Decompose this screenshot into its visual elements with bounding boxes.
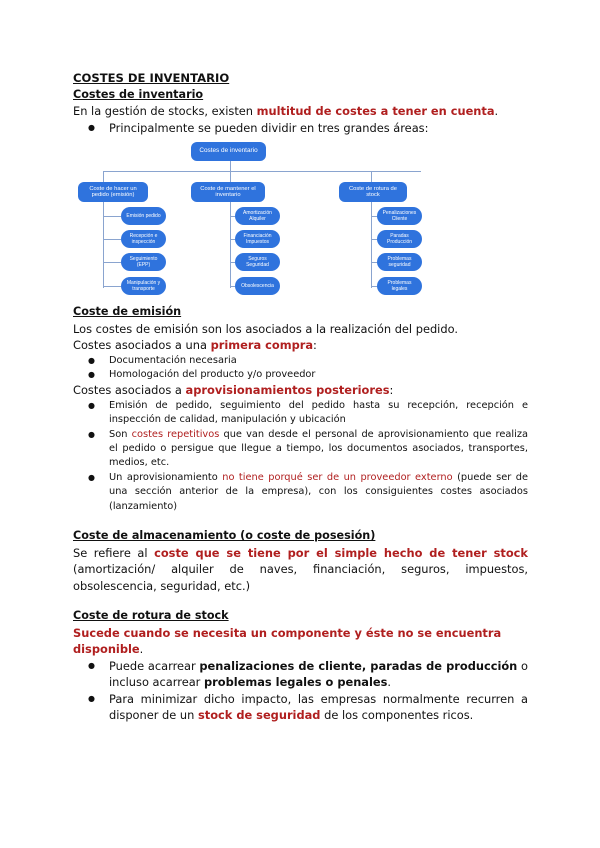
primera-compra-list [73,354,528,383]
connector-line [230,171,231,182]
emision-line2 [73,337,528,354]
connector-line [103,262,121,263]
diagram-leaf: Amortización Alquiler [235,207,280,225]
intro-paragraph [73,103,528,120]
bullet3-text: Un aprovisionamiento [109,471,223,483]
almacenamiento-rest: (amortización/ alquiler de naves, financiación, seguros, impuestos, obsolescencia, seguridad, etc.) [73,562,528,593]
rotura-b1-text: Puede acarrear [109,658,200,673]
bullet2-rest: que van desde el personal de aprovisionamiento que realiza el pedido o persigue que llegue a tiempo, los documentos asociados, transportes, medios, etc. [109,428,528,469]
spacer [73,594,528,608]
connector-line [103,171,421,172]
diagram-leaf: Recepción e inspección [121,230,166,248]
cost-tree-diagram [73,138,528,300]
emision-line1: Los costes de emisión son los asociados a la realización del pedido. [73,321,458,336]
intro-bullet: ● Principalmente se pueden dividir en tres grandes áreas: [109,120,528,137]
list-item [109,691,528,724]
list-item [109,428,528,471]
list-item: ● Homologación del producto y/o proveedor [109,368,528,382]
emision-line2-text: Costes asociados a una [73,338,211,352]
diagram-leaf: Paradas Producción [377,230,422,248]
diagram-branch-mantener: Coste de mantener el inventario [191,182,265,202]
aprovisionamientos-list [73,399,528,514]
connector-line [103,202,104,288]
diagram-leaf: Problemas seguridad [377,253,422,271]
diagram-root-node: Costes de inventario [191,142,266,161]
almacenamiento-paragraph [73,545,528,595]
rotura-red-line [73,625,528,658]
emision-aprovisionamientos: aprovisionamientos posteriores [185,383,390,398]
bullet3-rest: (puede ser de una sección anterior de la empresa), con los consiguientes costes asociados (lanzamiento) [109,471,528,512]
diagram-leaf: Penalizaciones Cliente [377,207,422,225]
diagram-leaf: Seguimiento (EPP) [121,253,166,271]
bullet2-highlight: costes repetitivos [131,428,220,440]
connector-line [103,239,121,240]
rotura-b1-bold1: penalizaciones de cliente, paradas de producción [199,658,518,673]
emision-line3-end: : [389,383,394,398]
rotura-list [73,658,528,724]
connector-line [103,171,104,182]
diagram-leaf: Obsolescencia [235,277,280,295]
intro-list [73,120,528,137]
rotura-b2-rest: de los componentes ricos. [320,708,474,723]
almacenamiento-highlight: coste que se tiene por el simple hecho de tener stock [154,545,528,560]
list-item [109,471,528,514]
emision-line3-text: Costes asociados a [73,383,186,398]
heading-coste-rotura: Coste de rotura de stock [73,609,229,623]
list-item: ● Emisión de pedido, seguimiento del pedido hasta su recepción, recepción e inspección de calidad, manipulación y ubicación [109,399,528,428]
heading-coste-emision: Coste de emisión [73,305,182,318]
rotura-b1-end: . [387,675,392,690]
connector-line [103,286,121,287]
connector-line [103,216,121,217]
intro-text: En la gestión de stocks, existen [73,104,257,118]
list-item [109,658,528,691]
rotura-highlight: Sucede cuando se necesita un componente y éste no se encuentra disponible [73,625,502,657]
emision-primera-compra: primera compra [210,338,314,352]
rotura-b1-mid: o incluso acarrear [109,658,528,690]
emision-line2-end: : [313,338,317,352]
rotura-b1-bold2: problemas legales o penales [204,675,388,690]
emision-line3 [73,382,528,399]
heading-coste-almacenamiento: Coste de almacenamiento (o coste de posesión) [73,529,376,543]
connector-line [371,171,372,182]
diagram-branch-rotura: Coste de rotura de stock [339,182,407,202]
heading-costes-inventario: Costes de inventario [73,87,204,101]
diagram-leaf: Emisión pedido [121,207,166,225]
connector-line [230,202,231,288]
intro-highlight: multitud de costes a tener en cuenta [256,104,495,118]
diagram-leaf: Seguros Seguridad [235,253,280,271]
rotura-b2-text: Para minimizar dicho impacto, las empresas normalmente recurren a disponer de un [109,691,528,723]
diagram-leaf: Problemas legales [377,277,422,295]
diagram-leaf: Manipulación y transporte [121,277,166,295]
rotura-end: . [139,642,144,657]
bullet3-highlight: no tiene porqué ser de un proveedor externo [222,471,453,483]
almacenamiento-text: Se refiere al [73,545,155,560]
connector-line [230,161,231,171]
rotura-b2-highlight: stock de seguridad [197,708,321,723]
bullet2-text: Son [109,428,132,440]
intro-end: . [494,104,499,118]
diagram-branch-emision: Coste de hacer un pedido (emisión) [78,182,148,202]
list-item: ● Documentación necesaria [109,354,528,368]
spacer [73,514,528,528]
connector-line [371,202,372,288]
document-title: COSTES DE INVENTARIO [73,71,230,85]
diagram-leaf: Financiación Impuestos [235,230,280,248]
